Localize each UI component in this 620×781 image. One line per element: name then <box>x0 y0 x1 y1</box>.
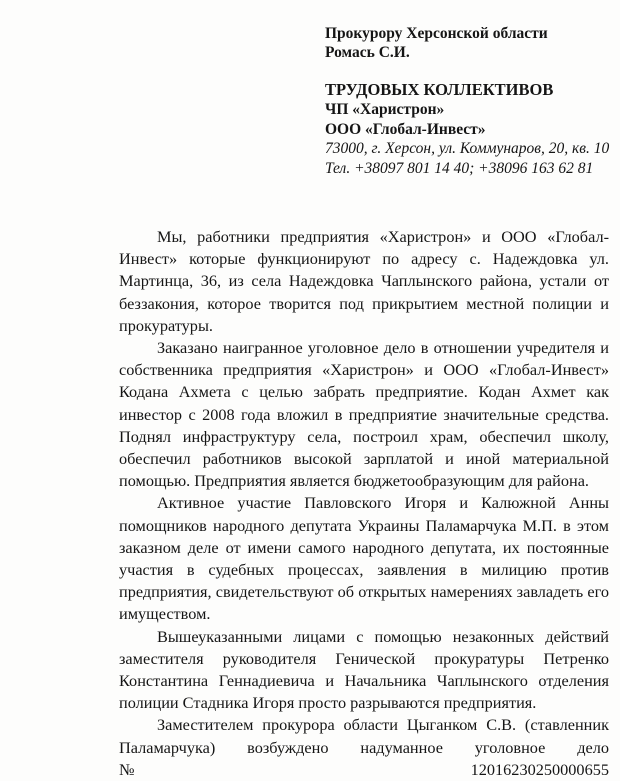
paragraph-2: Заказано наигранное уголовное дело в отношении учредителя и собственника предприятия «Харистрон» и ООО «Глобал-Инвест» Кодана Ахмета с целью забрать предприятие. Кодан Ахмет как инвестор с 2008 года вложил в предприятие значительные средства. Поднял инфраструктуру села, построил храм, обеспечил школу, обеспечил работников высокой зарплатой и иной материальной помощью. Предприятия является бюджетообразующим для района. <box>119 338 609 491</box>
paragraph-3: Активное участие Павловского Игоря и Калюжной Анны помощников народного депутата Украины Паламарчука М.П. в этом заказном деле от имени самого народного депутата, их постоянные участия в судебных процессах, заявления в милицию против предприятия, свидетельствуют об открытых намерениях завладеть его имуществом. <box>119 493 609 624</box>
addressee-block <box>325 24 548 62</box>
letter-body <box>119 226 609 781</box>
sender-company-2: ООО «Глобал-Инвест» <box>325 120 486 138</box>
sender-phones: Тел. +38097 801 14 40; +38096 163 62 81 <box>325 160 594 178</box>
addressee-title: Прокурору Херсонской области <box>325 25 548 42</box>
sender-address: 73000, г. Херсон, ул. Коммунаров, 20, кв. 10 <box>325 140 610 158</box>
sender-block <box>325 80 609 179</box>
addressee-name: Ромась С.И. <box>325 44 410 61</box>
sender-company-1: ЧП «Харистрон» <box>325 100 445 118</box>
sender-heading: ТРУДОВЫХ КОЛЛЕКТИВОВ <box>325 80 554 99</box>
paragraph-1: Мы, работники предприятия «Харистрон» и ООО «Глобал-Инвест» которые функционируют по адресу с. Надеждовка ул. Мартинца, 36, из села Надеждовка Чаплынского района, устали от беззакония, которое творится под прикрытием местной полиции и прокуратуры. <box>119 227 609 335</box>
paragraph-4: Вышеуказанными лицами с помощью незаконных действий заместителя руководителя Генической прокуратуры Петренко Константина Геннадиевича и Начальника Чаплынского отделения полиции Стадника Игоря просто разрываются предприятия. <box>119 626 609 713</box>
paragraph-5: Заместителем прокурора области Цыганком С.В. (ставленник Паламарчука) возбуждено надуманное уголовное дело №12016230250000655 <box>119 715 609 779</box>
